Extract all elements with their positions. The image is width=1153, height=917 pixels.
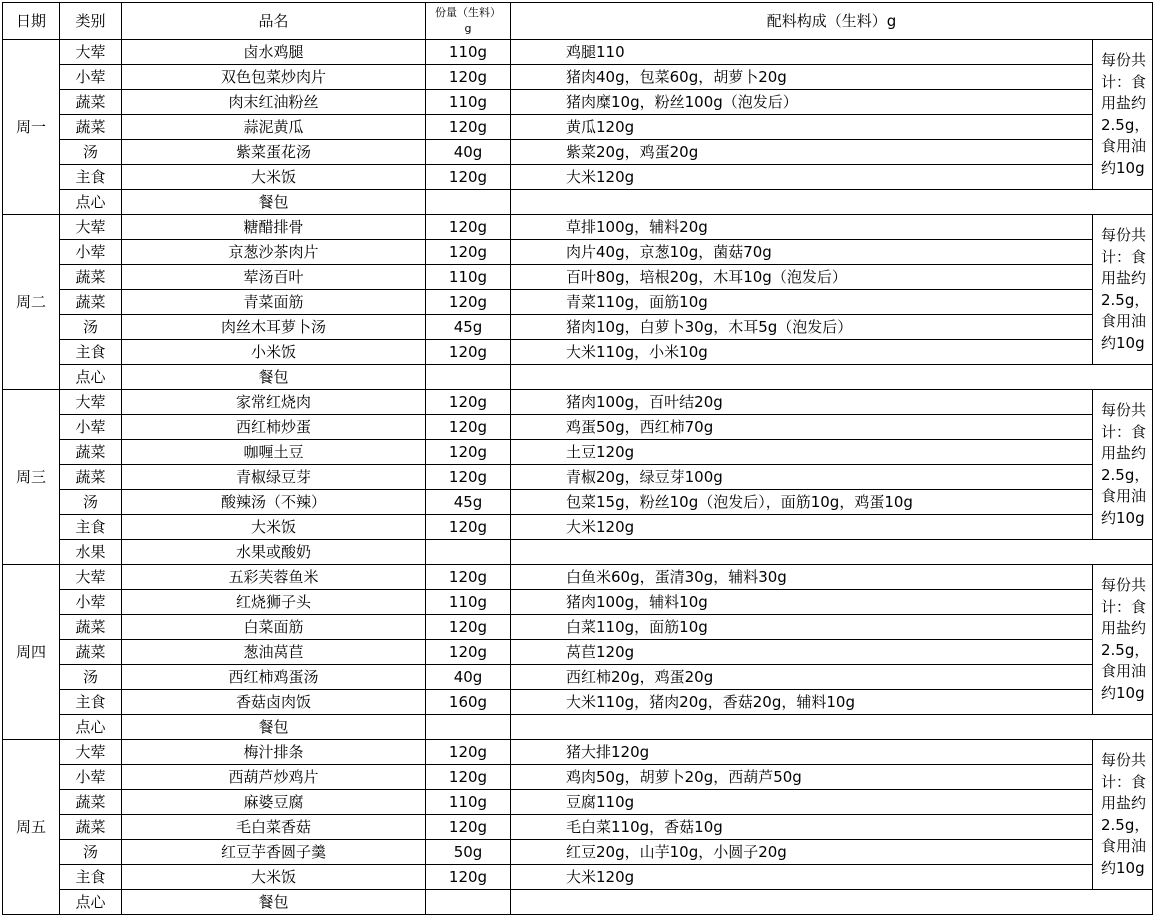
portion-cell: 50g <box>426 840 511 865</box>
dish-cell: 梅汁排条 <box>122 740 426 765</box>
menu-body <box>3 40 1153 915</box>
ingredients-cell: 青菜110g，面筋10g <box>511 290 1093 315</box>
ingredients-cell: 青椒20g，绿豆芽100g <box>511 465 1093 490</box>
portion-cell: 110g <box>426 590 511 615</box>
day-label: 周一 <box>3 40 60 215</box>
portion-cell: 120g <box>426 340 511 365</box>
nutrition-note-line: 约10g <box>1101 333 1145 352</box>
category-cell: 小荤 <box>60 240 122 265</box>
nutrition-note-line: 食用油 <box>1101 662 1147 680</box>
ingredients-cell: 包菜15g，粉丝10g（泡发后），面筋10g，鸡蛋10g <box>511 490 1093 515</box>
nutrition-note-line: 约10g <box>1101 158 1145 177</box>
dish-cell: 小米饭 <box>122 340 426 365</box>
portion-cell: 120g <box>426 565 511 590</box>
dish-cell: 大米饭 <box>122 515 426 540</box>
category-cell: 蔬菜 <box>60 115 122 140</box>
header-category: 类别 <box>60 3 122 40</box>
portion-cell: 110g <box>426 40 511 65</box>
ingredients-cell <box>511 715 1153 740</box>
category-cell: 小荤 <box>60 65 122 90</box>
category-cell: 蔬菜 <box>60 90 122 115</box>
ingredients-cell: 大米120g <box>511 165 1093 190</box>
portion-cell: 45g <box>426 490 511 515</box>
nutrition-note-line: 用盐约 <box>1101 94 1147 112</box>
header-portion-line1: 份量（生料） <box>435 6 501 19</box>
dish-cell: 蒜泥黄瓜 <box>122 115 426 140</box>
ingredients-cell: 百叶80g，培根20g，木耳10g（泡发后） <box>511 265 1093 290</box>
dish-cell: 大米饭 <box>122 165 426 190</box>
portion-cell: 120g <box>426 815 511 840</box>
category-cell: 主食 <box>60 865 122 890</box>
ingredients-cell: 鸡肉50g，胡萝卜20g，西葫芦50g <box>511 765 1093 790</box>
nutrition-note-line: 约10g <box>1101 858 1145 877</box>
table-row <box>3 740 1153 765</box>
dish-cell: 卤水鸡腿 <box>122 40 426 65</box>
table-row <box>3 640 1153 665</box>
category-cell: 主食 <box>60 340 122 365</box>
dish-cell: 麻婆豆腐 <box>122 790 426 815</box>
nutrition-note-line: 用盐约 <box>1101 269 1147 287</box>
category-cell: 蔬菜 <box>60 815 122 840</box>
portion-cell: 120g <box>426 640 511 665</box>
ingredients-cell: 白菜110g，面筋10g <box>511 615 1093 640</box>
nutrition-note <box>1093 40 1153 190</box>
portion-cell <box>426 365 511 390</box>
header-dish: 品名 <box>122 3 426 40</box>
dish-cell: 餐包 <box>122 715 426 740</box>
category-cell: 大荤 <box>60 565 122 590</box>
category-cell: 小荤 <box>60 590 122 615</box>
table-row <box>3 415 1153 440</box>
table-row <box>3 490 1153 515</box>
dish-cell: 香菇卤肉饭 <box>122 690 426 715</box>
portion-cell: 120g <box>426 765 511 790</box>
ingredients-cell: 猪肉100g，百叶结20g <box>511 390 1093 415</box>
category-cell: 汤 <box>60 840 122 865</box>
ingredients-cell: 鸡腿110 <box>511 40 1093 65</box>
dish-cell: 西红柿炒蛋 <box>122 415 426 440</box>
category-cell: 小荤 <box>60 415 122 440</box>
nutrition-note-line: 计：食 <box>1101 72 1147 91</box>
portion-cell: 120g <box>426 240 511 265</box>
nutrition-note-line: 用盐约 <box>1101 619 1147 637</box>
table-row <box>3 865 1153 890</box>
nutrition-note-line: 计：食 <box>1101 772 1147 791</box>
dish-cell: 紫菜蛋花汤 <box>122 140 426 165</box>
ingredients-cell: 草排100g，辅料20g <box>511 215 1093 240</box>
table-row <box>3 890 1153 915</box>
ingredients-cell: 猪大排120g <box>511 740 1093 765</box>
portion-cell: 120g <box>426 165 511 190</box>
category-cell: 小荤 <box>60 765 122 790</box>
dish-cell: 大米饭 <box>122 865 426 890</box>
ingredients-cell: 大米120g <box>511 865 1093 890</box>
category-cell: 汤 <box>60 490 122 515</box>
category-cell: 水果 <box>60 540 122 565</box>
portion-cell: 120g <box>426 615 511 640</box>
category-cell: 蔬菜 <box>60 440 122 465</box>
nutrition-note-line: 每份共 <box>1101 401 1147 419</box>
table-row <box>3 715 1153 740</box>
table-row <box>3 615 1153 640</box>
category-cell: 大荤 <box>60 390 122 415</box>
category-cell: 大荤 <box>60 740 122 765</box>
nutrition-note <box>1093 565 1153 715</box>
day-label: 周三 <box>3 390 60 565</box>
header-portion <box>426 3 511 40</box>
portion-cell: 110g <box>426 790 511 815</box>
portion-cell: 120g <box>426 440 511 465</box>
table-row <box>3 565 1153 590</box>
table-row <box>3 390 1153 415</box>
category-cell: 点心 <box>60 890 122 915</box>
table-row <box>3 190 1153 215</box>
nutrition-note <box>1093 390 1153 540</box>
portion-cell: 120g <box>426 65 511 90</box>
table-row <box>3 440 1153 465</box>
table-row <box>3 315 1153 340</box>
portion-cell: 160g <box>426 690 511 715</box>
category-cell: 蔬菜 <box>60 265 122 290</box>
dish-cell: 白菜面筋 <box>122 615 426 640</box>
portion-cell: 120g <box>426 390 511 415</box>
table-row <box>3 790 1153 815</box>
nutrition-note-line: 2.5g， <box>1101 640 1150 659</box>
dish-cell: 青椒绿豆芽 <box>122 465 426 490</box>
nutrition-note-line: 每份共 <box>1101 576 1147 594</box>
dish-cell: 双色包菜炒肉片 <box>122 65 426 90</box>
dish-cell: 葱油莴苣 <box>122 640 426 665</box>
ingredients-cell: 白鱼米60g，蛋清30g，辅料30g <box>511 565 1093 590</box>
portion-cell: 40g <box>426 665 511 690</box>
portion-cell <box>426 715 511 740</box>
nutrition-note <box>1093 740 1153 890</box>
header-ingredients: 配料构成（生料）g <box>511 3 1153 40</box>
table-row <box>3 590 1153 615</box>
ingredients-cell: 猪肉10g，白萝卜30g，木耳5g（泡发后） <box>511 315 1093 340</box>
category-cell: 点心 <box>60 190 122 215</box>
category-cell: 蔬菜 <box>60 615 122 640</box>
table-row <box>3 90 1153 115</box>
portion-cell: 120g <box>426 290 511 315</box>
dish-cell: 酸辣汤（不辣） <box>122 490 426 515</box>
dish-cell: 餐包 <box>122 890 426 915</box>
ingredients-cell: 红豆20g，山芋10g，小圆子20g <box>511 840 1093 865</box>
portion-cell: 120g <box>426 515 511 540</box>
category-cell: 汤 <box>60 665 122 690</box>
table-row <box>3 515 1153 540</box>
category-cell: 大荤 <box>60 215 122 240</box>
table-row <box>3 540 1153 565</box>
portion-cell: 110g <box>426 265 511 290</box>
nutrition-note-line: 计：食 <box>1101 247 1147 266</box>
ingredients-cell: 豆腐110g <box>511 790 1093 815</box>
portion-cell: 120g <box>426 865 511 890</box>
nutrition-note-line: 2.5g， <box>1101 290 1150 309</box>
category-cell: 蔬菜 <box>60 465 122 490</box>
ingredients-cell: 鸡蛋50g，西红柿70g <box>511 415 1093 440</box>
table-row <box>3 265 1153 290</box>
day-label: 周五 <box>3 740 60 915</box>
table-row <box>3 115 1153 140</box>
category-cell: 汤 <box>60 315 122 340</box>
table-row <box>3 215 1153 240</box>
dish-cell: 京葱沙茶肉片 <box>122 240 426 265</box>
dish-cell: 红烧狮子头 <box>122 590 426 615</box>
nutrition-note-line: 约10g <box>1101 683 1145 702</box>
table-row <box>3 65 1153 90</box>
nutrition-note-line: 用盐约 <box>1101 794 1147 812</box>
category-cell: 汤 <box>60 140 122 165</box>
category-cell: 主食 <box>60 165 122 190</box>
category-cell: 蔬菜 <box>60 790 122 815</box>
portion-cell <box>426 540 511 565</box>
dish-cell: 毛白菜香菇 <box>122 815 426 840</box>
table-row <box>3 40 1153 65</box>
table-row <box>3 365 1153 390</box>
ingredients-cell: 大米120g <box>511 515 1093 540</box>
table-row <box>3 815 1153 840</box>
ingredients-cell: 毛白菜110g，香菇10g <box>511 815 1093 840</box>
nutrition-note-line: 用盐约 <box>1101 444 1147 462</box>
ingredients-cell: 土豆120g <box>511 440 1093 465</box>
portion-cell: 120g <box>426 215 511 240</box>
category-cell: 蔬菜 <box>60 640 122 665</box>
nutrition-note-line: 计：食 <box>1101 597 1147 616</box>
ingredients-cell <box>511 190 1153 215</box>
portion-cell: 110g <box>426 90 511 115</box>
table-row <box>3 165 1153 190</box>
table-row <box>3 665 1153 690</box>
ingredients-cell <box>511 890 1153 915</box>
nutrition-note-line: 食用油 <box>1101 487 1147 505</box>
header-date: 日期 <box>3 3 60 40</box>
category-cell: 点心 <box>60 715 122 740</box>
category-cell: 主食 <box>60 690 122 715</box>
nutrition-note-line: 约10g <box>1101 508 1145 527</box>
category-cell: 蔬菜 <box>60 290 122 315</box>
table-row <box>3 465 1153 490</box>
portion-cell: 120g <box>426 115 511 140</box>
dish-cell: 西红柿鸡蛋汤 <box>122 665 426 690</box>
dish-cell: 荤汤百叶 <box>122 265 426 290</box>
menu-table <box>2 2 1153 915</box>
dish-cell: 水果或酸奶 <box>122 540 426 565</box>
table-row <box>3 340 1153 365</box>
table-row <box>3 840 1153 865</box>
portion-cell: 40g <box>426 140 511 165</box>
ingredients-cell: 黄瓜120g <box>511 115 1093 140</box>
nutrition-note-line: 食用油 <box>1101 837 1147 855</box>
ingredients-cell: 大米110g，猪肉20g，香菇20g，辅料10g <box>511 690 1093 715</box>
day-label: 周四 <box>3 565 60 740</box>
nutrition-note-line: 2.5g， <box>1101 815 1150 834</box>
nutrition-note-line: 每份共 <box>1101 751 1147 769</box>
day-label: 周二 <box>3 215 60 390</box>
portion-cell <box>426 890 511 915</box>
header-portion-line2: g <box>464 22 472 35</box>
ingredients-cell: 猪肉40g，包菜60g，胡萝卜20g <box>511 65 1093 90</box>
dish-cell: 青菜面筋 <box>122 290 426 315</box>
ingredients-cell <box>511 365 1153 390</box>
nutrition-note-line: 计：食 <box>1101 422 1147 441</box>
dish-cell: 红豆芋香圆子羹 <box>122 840 426 865</box>
nutrition-note-line: 2.5g， <box>1101 465 1150 484</box>
table-row <box>3 140 1153 165</box>
ingredients-cell: 西红柿20g，鸡蛋20g <box>511 665 1093 690</box>
dish-cell: 肉末红油粉丝 <box>122 90 426 115</box>
portion-cell: 120g <box>426 415 511 440</box>
portion-cell: 120g <box>426 465 511 490</box>
table-row <box>3 765 1153 790</box>
header-row <box>3 3 1153 40</box>
dish-cell: 西葫芦炒鸡片 <box>122 765 426 790</box>
dish-cell: 咖喱土豆 <box>122 440 426 465</box>
dish-cell: 餐包 <box>122 190 426 215</box>
ingredients-cell: 紫菜20g，鸡蛋20g <box>511 140 1093 165</box>
ingredients-cell: 肉片40g，京葱10g，菌菇70g <box>511 240 1093 265</box>
ingredients-cell: 猪肉100g，辅料10g <box>511 590 1093 615</box>
ingredients-cell: 猪肉糜10g，粉丝100g（泡发后） <box>511 90 1093 115</box>
nutrition-note-line: 食用油 <box>1101 312 1147 330</box>
category-cell: 主食 <box>60 515 122 540</box>
dish-cell: 肉丝木耳萝卜汤 <box>122 315 426 340</box>
dish-cell: 餐包 <box>122 365 426 390</box>
portion-cell: 120g <box>426 740 511 765</box>
nutrition-note-line: 食用油 <box>1101 137 1147 155</box>
ingredients-cell <box>511 540 1153 565</box>
dish-cell: 糖醋排骨 <box>122 215 426 240</box>
portion-cell <box>426 190 511 215</box>
nutrition-note-line: 每份共 <box>1101 51 1147 69</box>
nutrition-note-line: 每份共 <box>1101 226 1147 244</box>
dish-cell: 五彩芙蓉鱼米 <box>122 565 426 590</box>
table-row <box>3 690 1153 715</box>
ingredients-cell: 莴苣120g <box>511 640 1093 665</box>
nutrition-note-line: 2.5g， <box>1101 115 1150 134</box>
category-cell: 点心 <box>60 365 122 390</box>
dish-cell: 家常红烧肉 <box>122 390 426 415</box>
table-row <box>3 240 1153 265</box>
category-cell: 大荤 <box>60 40 122 65</box>
ingredients-cell: 大米110g，小米10g <box>511 340 1093 365</box>
portion-cell: 45g <box>426 315 511 340</box>
nutrition-note <box>1093 215 1153 365</box>
table-row <box>3 290 1153 315</box>
